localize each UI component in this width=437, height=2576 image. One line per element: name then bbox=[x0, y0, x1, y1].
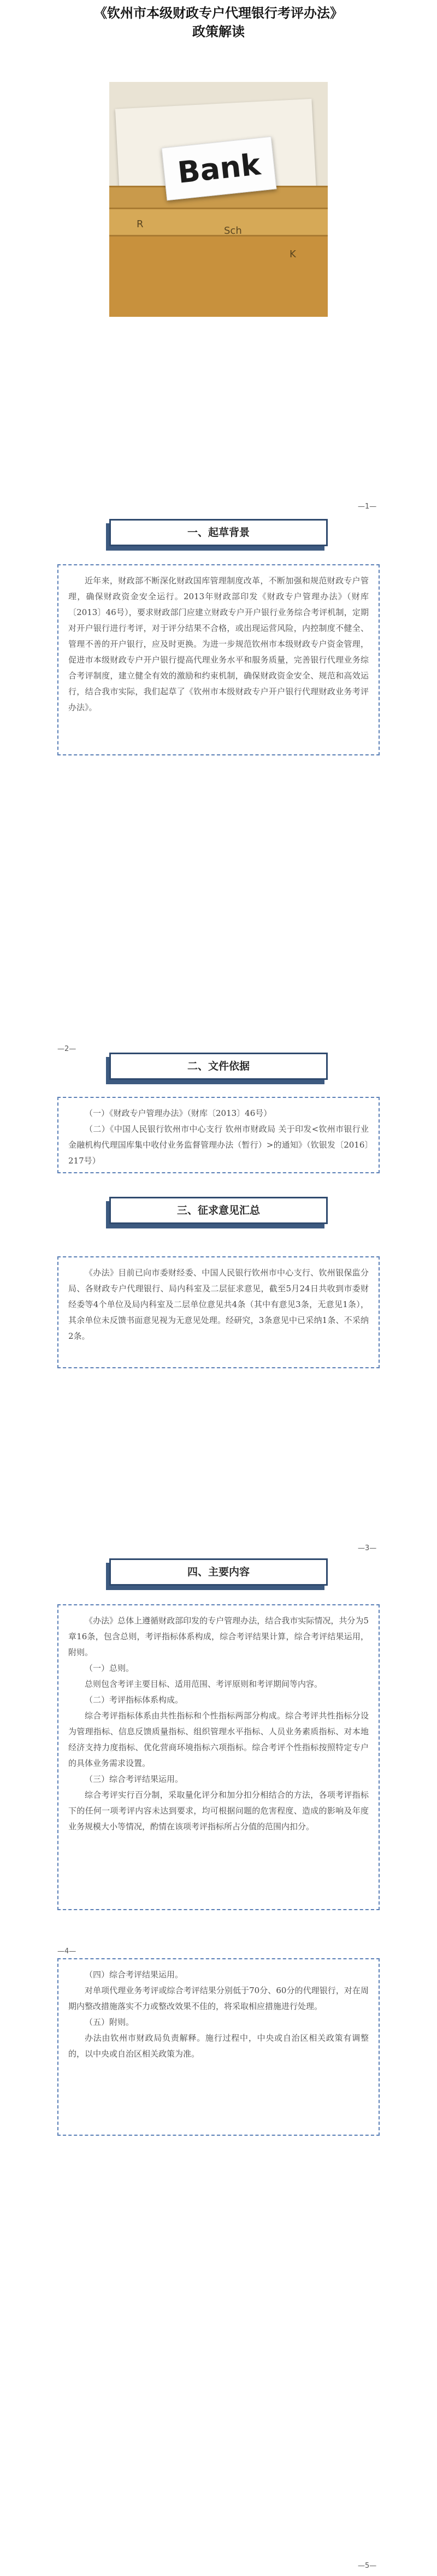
document-subtitle: 政策解读 bbox=[192, 23, 245, 39]
paragraph: 《办法》总体上遵循财政部印发的专户管理办法，结合我市实际情况，共分为5章16条，包含总则，考评指标体系构成，综合考评结果计算，综合考评结果运用，附则。 bbox=[68, 1616, 369, 1657]
page-number: —1— bbox=[358, 503, 377, 511]
paragraph: （一）《财政专户管理办法》（财库〔2013〕46号） bbox=[85, 1108, 272, 1118]
section-heading-background bbox=[109, 519, 328, 551]
paragraph: （一）总则。 bbox=[85, 1663, 134, 1673]
section-heading: 一、起草背景 bbox=[109, 519, 328, 546]
page-number: —5— bbox=[358, 2562, 377, 2570]
paragraph: 办法由钦州市财政局负责解释。施行过程中，中央或自治区相关政策有调整的，以中央或自治区相关政策为准。 bbox=[68, 2033, 369, 2059]
bank-folder-image bbox=[109, 82, 328, 317]
paragraph: （二）考评指标体系构成。 bbox=[85, 1695, 184, 1705]
paragraph: 综合考评指标体系由共性指标和个性指标两部分构成。综合考评共性指标分设为管理指标、信息反馈质量指标、组织管理水平指标、人员业务素质指标、对本地经济支持力度指标、优化营商环境指标六项指标。综合考评个性指标按照特定专户的具体业务需求设置。 bbox=[68, 1711, 369, 1768]
page-number: —2— bbox=[57, 1045, 76, 1053]
file-basis-heading bbox=[109, 1053, 328, 1084]
paragraph: （三）综合考评结果运用。 bbox=[85, 1774, 184, 1784]
section-heading: 四、主要内容 bbox=[109, 1558, 328, 1586]
file-basis-body bbox=[57, 1097, 380, 1173]
section-heading: 二、文件依据 bbox=[109, 1053, 328, 1080]
section-heading: 三、征求意见汇总 bbox=[109, 1197, 328, 1224]
bank-tab-text: Bank bbox=[176, 147, 262, 190]
paragraph: 《办法》目前已向市委财经委、中国人民银行钦州市中心支行、钦州银保监分局、各财政专户代理银行、局内科室及二层征求意见，截至5月24日共收到市委财经委等4个单位及局内科室及二层单位意见共4条（其中有意见3条，无意见1条），其余单位未反馈书面意见视为无意见处理。经研究，3条意见中已采纳1条、不采纳2条。 bbox=[68, 1268, 369, 1341]
content-heading bbox=[109, 1558, 328, 1590]
paragraph: 综合考评实行百分制，采取量化评分和加分扣分相结合的方法，各项考评指标下的任何一项考评内容未达到要求，均可根据问题的危害程度、造成的影响及年度业务规模大小等情况，酌情在该项考评指标所占分值的范围内扣分。 bbox=[68, 1790, 369, 1831]
paragraph: 总则包含考评主要目标、适用范围、考评原则和考评期间等内容。 bbox=[85, 1679, 323, 1689]
paragraph: （二）《中国人民银行钦州市中心支行 钦州市财政局 关于印发<钦州市银行业金融机构代理国库集中收付业务监督管理办法（暂行）>的通知》（钦银发〔2016〕217号） bbox=[68, 1124, 369, 1166]
opinion-body bbox=[57, 1256, 380, 1368]
paragraph: 近年来，财政部不断深化财政国库管理制度改革，不断加强和规范财政专户管理，确保财政资金安全运行。2013年财政部印发《财政专户管理办法》（财库〔2013〕46号），要求财政部门应建立财政专户开户银行业务综合考评机制，定期对开户银行进行考评，对于评分结果不合格，或出现运营风险，内控制度不健全、管理不善的开户银行，应及时更换。为进一步规范钦州市本级财政专户资金管理，促进市本级财政专户开户银行提高代理业务水平和服务质量，完善银行代理业务综合考评制度，建立健全有效的激励和约束机制，确保财政资金安全、规范和高效运行，结合我市实际，我们起草了《钦州市本级财政专户开户银行代理财政业务考评办法》。 bbox=[68, 576, 369, 712]
folder-letter: Sch bbox=[224, 225, 242, 237]
page-number: —3— bbox=[358, 1544, 377, 1552]
paragraph: （五）附则。 bbox=[85, 2017, 134, 2027]
folder-front bbox=[109, 235, 328, 317]
page-number: —4— bbox=[57, 1947, 76, 1955]
content-body-continued bbox=[57, 1958, 380, 2136]
section-body-background bbox=[57, 564, 380, 755]
folder-letter: K bbox=[290, 249, 296, 260]
document-title: 《钦州市本级财政专户代理银行考评办法》 bbox=[94, 5, 343, 21]
folder-letter: R bbox=[137, 218, 144, 230]
paragraph: （四）综合考评结果运用。 bbox=[85, 1970, 184, 1980]
content-body bbox=[57, 1604, 380, 1910]
opinion-heading bbox=[109, 1197, 328, 1228]
paragraph: 对单项代理业务考评或综合考评结果分别低于70分、60分的代理银行，对在周期内整改措施落实不力或整改效果不佳的，将采取相应措施进行处理。 bbox=[68, 1986, 369, 2011]
